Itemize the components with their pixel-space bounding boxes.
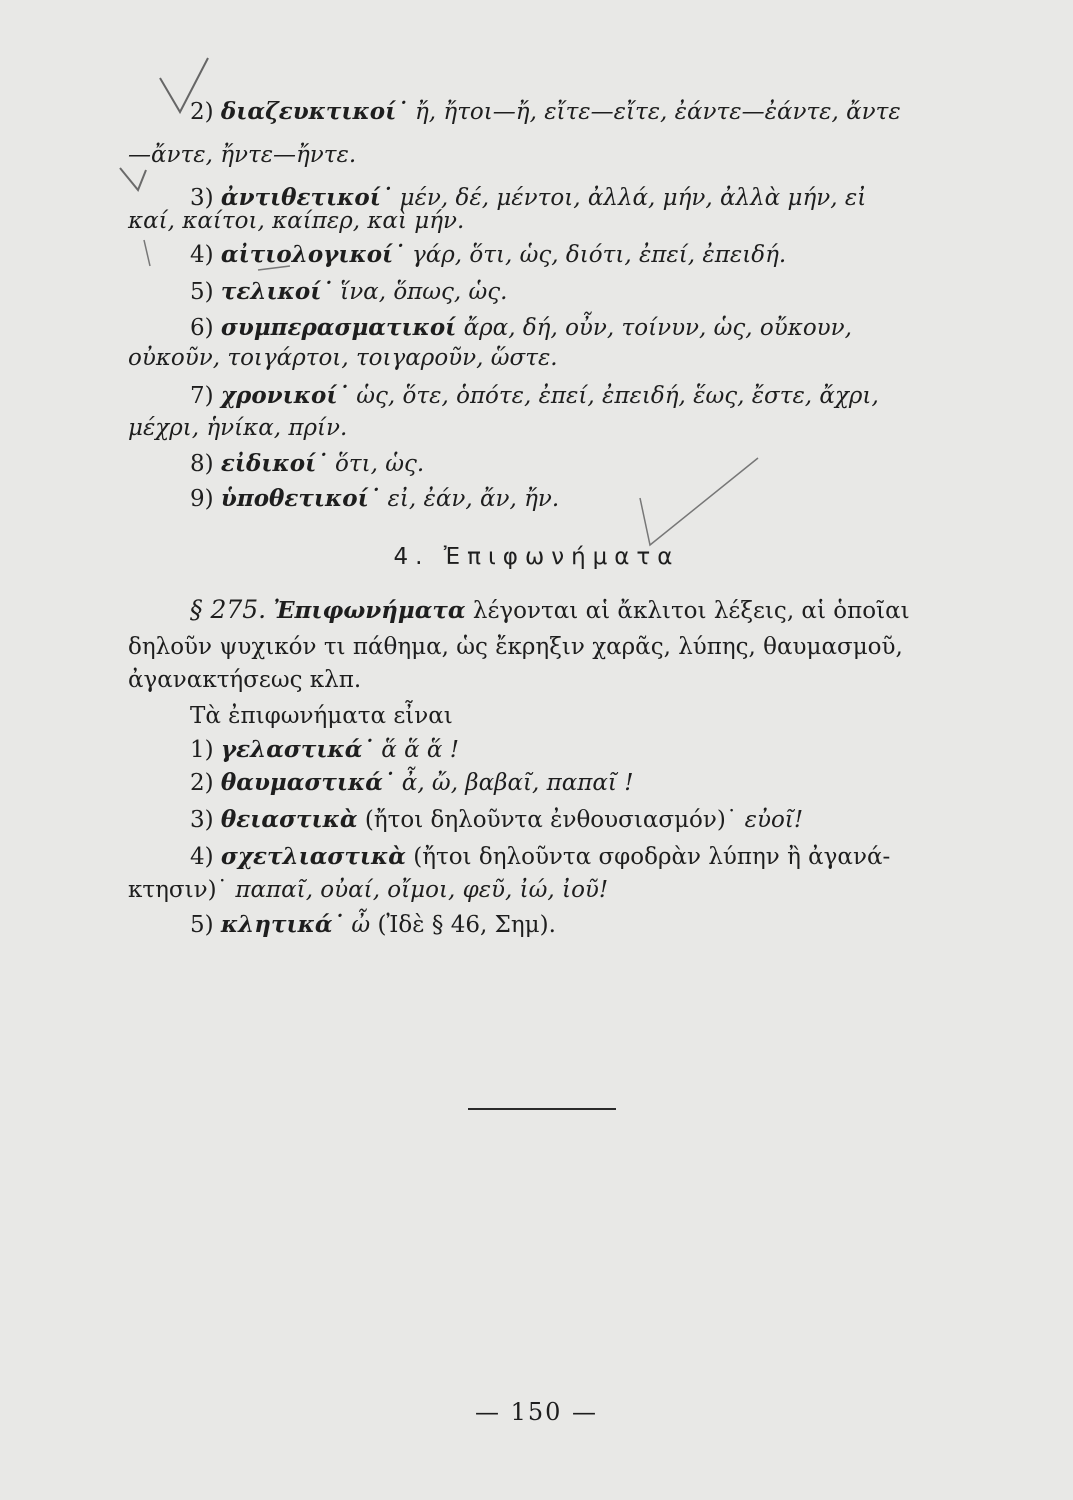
term: ἀντιθετικοί˙	[220, 184, 393, 211]
examples: μέν, δέ, μέντοι, ἀλλά, μήν, ἀλλὰ μήν, εἰ	[399, 185, 867, 211]
term: εἰδικοί˙	[220, 450, 328, 477]
checkmark-icon	[120, 168, 146, 190]
text-line	[190, 97, 1008, 127]
text-line	[190, 277, 1008, 307]
term: ὑποθετικοί˙	[220, 485, 381, 512]
term: διαζευκτικοί˙	[220, 98, 408, 125]
text-line: καί, καίτοι, καίπερ, καὶ μήν.	[128, 208, 465, 234]
term: χρονικοί˙	[220, 382, 349, 409]
item-number: 8)	[190, 451, 214, 477]
examples: παπαῖ, οὐαί, οἴμοι, φεῦ, ἰώ, ἰοῦ!	[235, 877, 609, 903]
item-number: 6)	[190, 315, 214, 341]
paragraph-text: (ἤτοι δηλοῦντα ἐνθουσιασμόν)˙	[364, 807, 738, 833]
term: θαυμαστικά˙	[220, 769, 395, 796]
text-line	[190, 842, 1008, 872]
examples: ἆ, ὤ, βαβαῖ, παπαῖ !	[401, 770, 634, 796]
examples: γάρ, ὅτι, ὡς, διότι, ἐπεί, ἐπειδή.	[412, 242, 787, 268]
text-line	[190, 484, 1008, 514]
text-line	[190, 735, 1008, 765]
item-number: 9)	[190, 486, 214, 512]
item-number: 4)	[190, 242, 214, 268]
text-line: ἀγανακτήσεως κλπ.	[128, 667, 362, 693]
text-line: μέχρι, ἡνίκα, πρίν.	[128, 415, 348, 441]
examples: ὦ	[351, 912, 371, 938]
text-line: δηλοῦν ψυχικόν τι πάθημα, ὡς ἔκρηξιν χαρᾶς, λύπης, θαυμασμοῦ,	[128, 634, 903, 660]
item-number: 3)	[190, 185, 214, 211]
paragraph-text: (Ἰδὲ § 46, Σημ).	[377, 912, 556, 938]
item-number: 7)	[190, 383, 214, 409]
text-line	[190, 805, 1008, 835]
text-line: —ἄντε, ἤντε—ἤντε.	[128, 142, 357, 168]
text-line: Τὰ ἐπιφωνήματα εἶναι	[190, 703, 453, 729]
item-number: 3)	[190, 807, 214, 833]
term: γελαστικά˙	[220, 736, 374, 763]
divider	[468, 1108, 616, 1110]
page-number: — 150 —	[474, 1398, 599, 1426]
term: τελικοί˙	[220, 278, 333, 305]
term: σχετλιαστικὰ	[220, 843, 406, 870]
text-line	[190, 240, 1008, 270]
examples: ὡς, ὅτε, ὁπότε, ἐπεί, ἐπειδή, ἕως, ἔστε, ἄχρι,	[356, 383, 879, 409]
text-line	[190, 449, 1008, 479]
term: αἰτιολογικοί˙	[220, 241, 405, 268]
examples: ἤ, ἤτοι—ἤ, εἴτε—εἴτε, ἐάντε—ἐάντε, ἄντε	[415, 99, 901, 125]
item-number: 4)	[190, 844, 214, 870]
term: θειαστικὰ	[220, 806, 358, 833]
item-number: 2)	[190, 770, 214, 796]
section-number: § 275.	[190, 595, 267, 624]
checkmark-icon	[144, 240, 150, 266]
section-heading: 4. Ἐπιφωνήματα	[393, 544, 680, 570]
term: Ἐπιφωνήματα	[273, 597, 466, 624]
item-number: 1)	[190, 737, 214, 763]
text-line	[190, 768, 1008, 798]
paragraph-text: κτησιν)˙	[128, 877, 229, 903]
examples: ἵνα, ὅπως, ὡς.	[340, 279, 508, 305]
examples: εἰ, ἐάν, ἄν, ἤν.	[387, 486, 560, 512]
examples: ἄρα, δή, οὖν, τοίνυν, ὡς, οὔκουν,	[463, 315, 852, 341]
text-line: οὐκοῦν, τοιγάρτοι, τοιγαροῦν, ὥστε.	[128, 345, 558, 371]
text-line	[190, 595, 1008, 626]
examples: ἅ ἅ ἅ !	[381, 737, 460, 763]
item-number: 5)	[190, 279, 214, 305]
term: συμπερασματικοί	[220, 314, 457, 341]
item-number: 5)	[190, 912, 214, 938]
item-number: 2)	[190, 99, 214, 125]
text-line	[190, 313, 1008, 343]
term: κλητικά˙	[220, 911, 345, 938]
text-line	[190, 910, 1008, 940]
text-line	[128, 875, 1008, 905]
paragraph-text: λέγονται αἱ ἄκλιτοι λέξεις, αἱ ὁποῖαι	[472, 598, 910, 624]
examples: ὅτι, ὡς.	[335, 451, 425, 477]
examples: εὐοῖ!	[744, 807, 804, 833]
paragraph-text: (ἤτοι δηλοῦντα σφοδρὰν λύπην ἢ ἀγανά-	[413, 844, 891, 870]
text-line	[190, 381, 1008, 411]
